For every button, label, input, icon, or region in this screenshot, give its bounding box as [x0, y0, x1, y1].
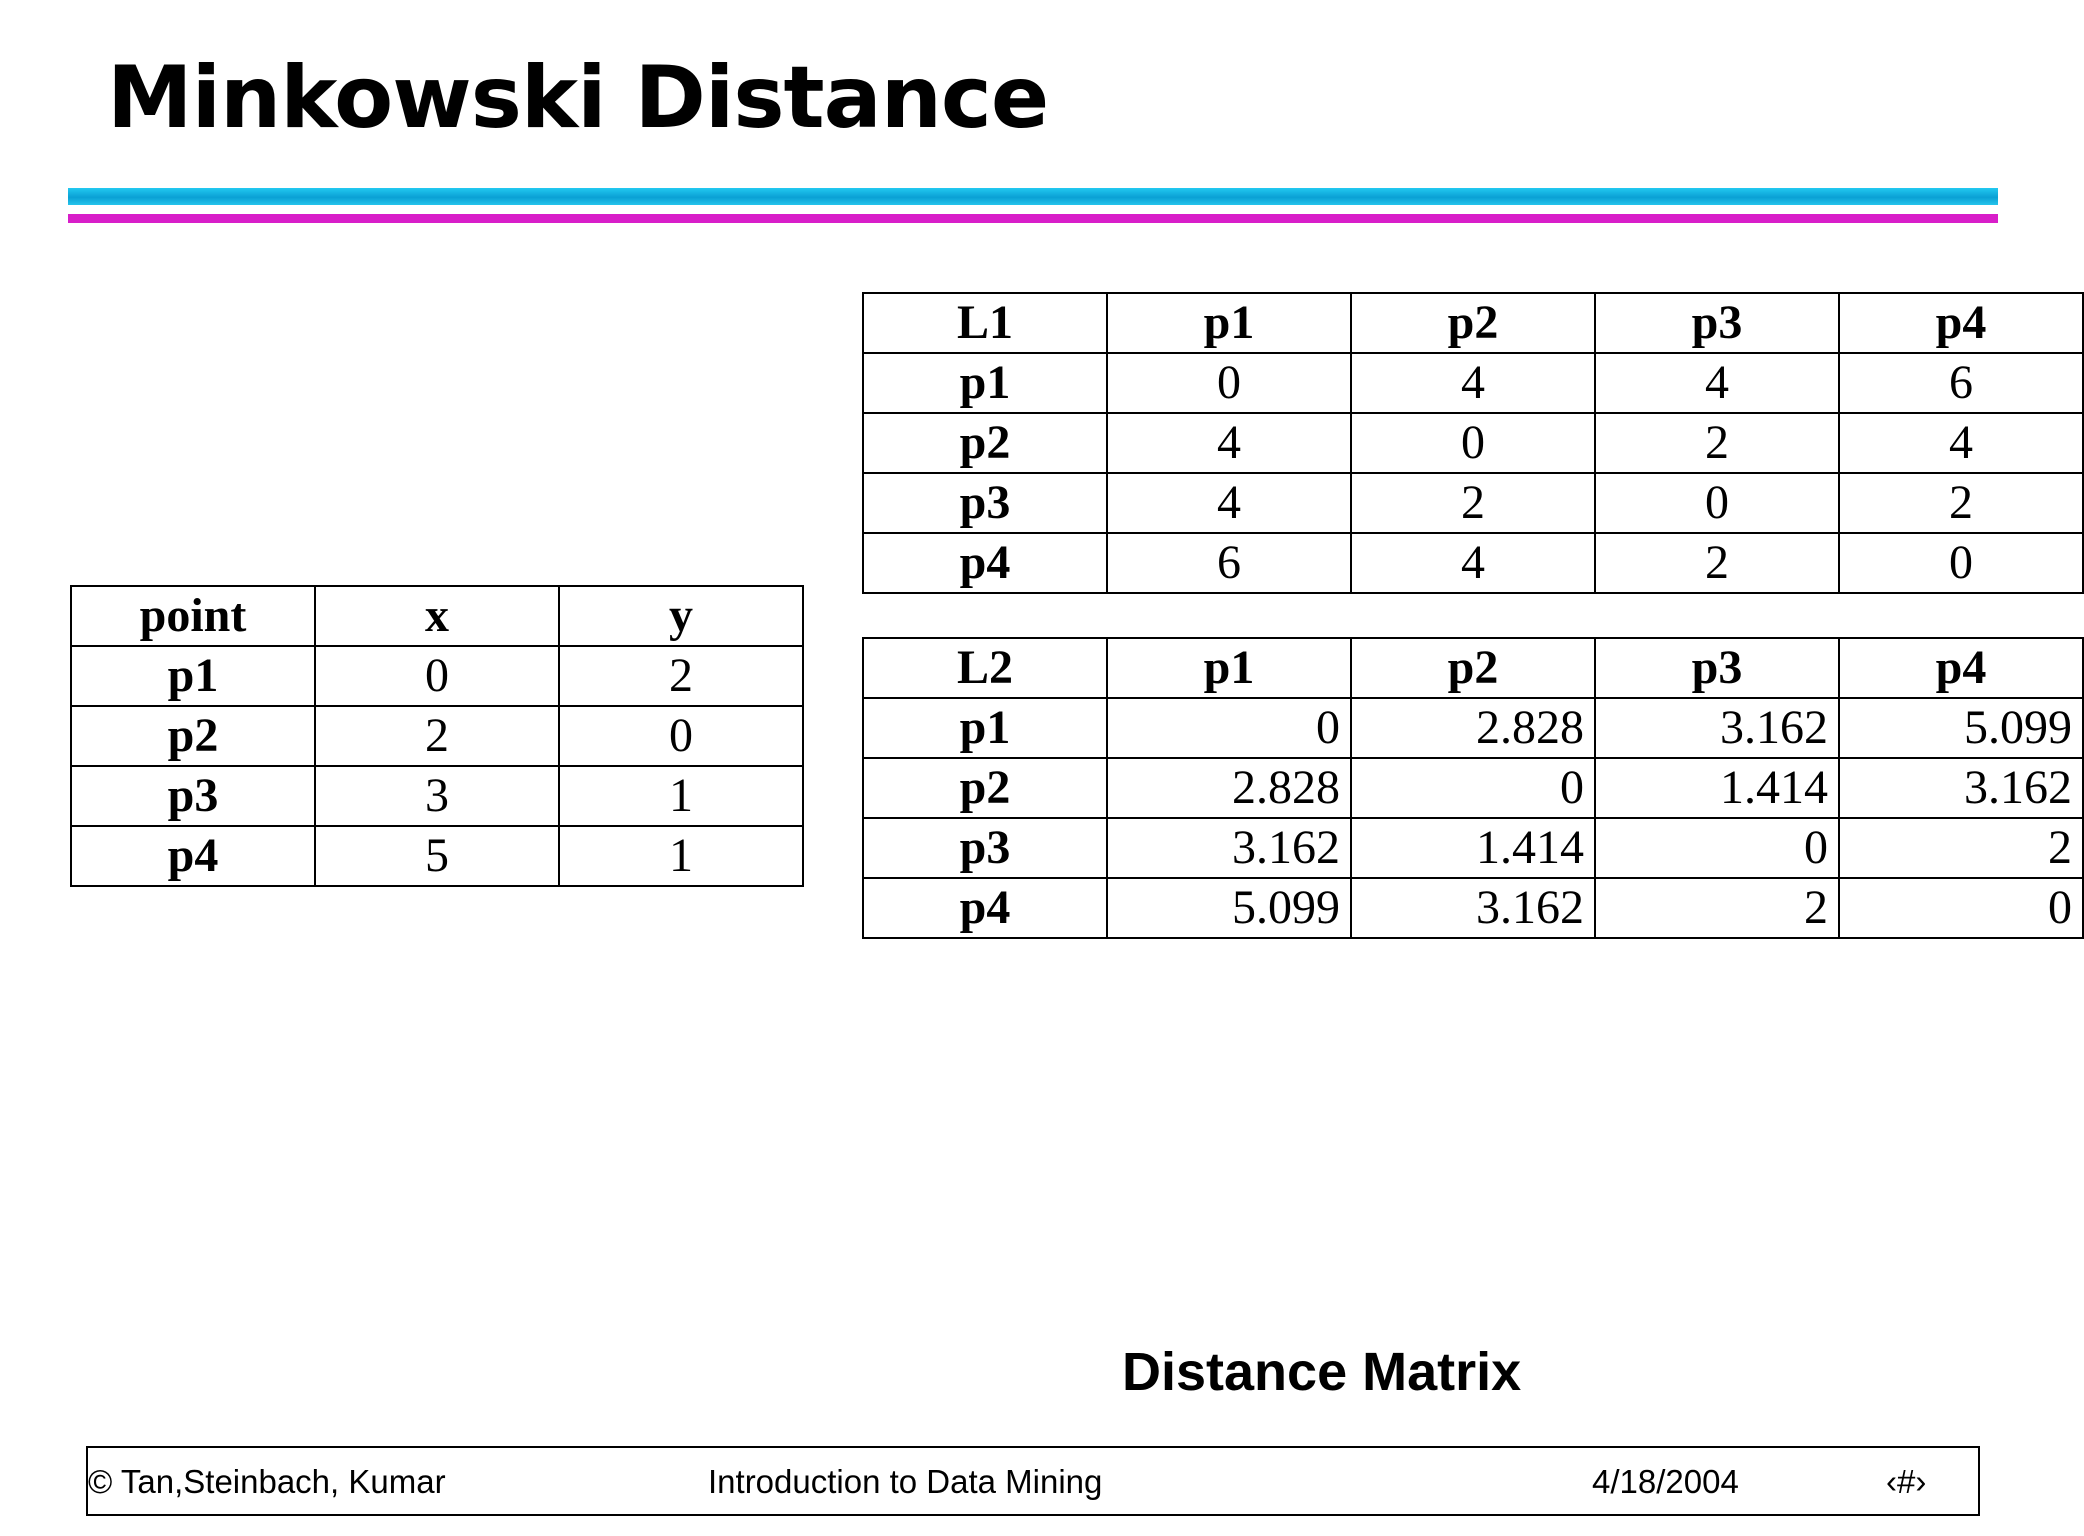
row-label: p1	[863, 698, 1107, 758]
table-cell: 0	[1107, 698, 1351, 758]
table-cell: 1.414	[1595, 758, 1839, 818]
l1-distance-matrix	[862, 292, 2084, 594]
table-cell: 2	[1595, 413, 1839, 473]
table-cell: 4	[1351, 533, 1595, 593]
table-cell: 1	[559, 826, 803, 886]
table-cell: 3.162	[1595, 698, 1839, 758]
table-cell: 2.828	[1351, 698, 1595, 758]
table-row	[71, 646, 803, 706]
table-cell: 4	[1351, 353, 1595, 413]
row-label: p3	[863, 818, 1107, 878]
table-cell: 0	[315, 646, 559, 706]
table-cell: 2	[1351, 473, 1595, 533]
table-cell: 3	[315, 766, 559, 826]
table-cell: 3.162	[1839, 758, 2083, 818]
table-cell: 0	[1351, 413, 1595, 473]
table-cell: 0	[1595, 818, 1839, 878]
table-cell: 0	[1107, 353, 1351, 413]
header-cell: L2	[863, 638, 1107, 698]
slide-title: Minkowski Distance	[107, 48, 1049, 148]
table-cell: 4	[1595, 353, 1839, 413]
title-rule-magenta	[68, 214, 1998, 223]
header-cell: p1	[1107, 293, 1351, 353]
points-table	[70, 585, 804, 887]
table-cell: 2	[1839, 818, 2083, 878]
row-label: p3	[71, 766, 315, 826]
table-cell: 1.414	[1351, 818, 1595, 878]
table-cell: 5	[315, 826, 559, 886]
header-cell: p3	[1595, 638, 1839, 698]
table-cell: 4	[1107, 473, 1351, 533]
header-cell: p1	[1107, 638, 1351, 698]
table-cell: 3.162	[1107, 818, 1351, 878]
table-row	[71, 706, 803, 766]
header-cell: p4	[1839, 638, 2083, 698]
table-row	[863, 698, 2083, 758]
header-cell: y	[559, 586, 803, 646]
table-cell: 0	[1351, 758, 1595, 818]
table-cell: 6	[1107, 533, 1351, 593]
table-header-row	[863, 638, 2083, 698]
row-label: p4	[71, 826, 315, 886]
header-cell: point	[71, 586, 315, 646]
table-cell: 6	[1839, 353, 2083, 413]
row-label: p1	[863, 353, 1107, 413]
table-cell: 3.162	[1351, 878, 1595, 938]
table-cell: 2	[1595, 878, 1839, 938]
table-header-row	[71, 586, 803, 646]
row-label: p4	[863, 533, 1107, 593]
header-cell: p4	[1839, 293, 2083, 353]
table-row	[863, 353, 2083, 413]
row-label: p3	[863, 473, 1107, 533]
table-cell: 0	[1595, 473, 1839, 533]
table-cell: 0	[559, 706, 803, 766]
header-cell: p2	[1351, 293, 1595, 353]
table-cell: 5.099	[1839, 698, 2083, 758]
row-label: p4	[863, 878, 1107, 938]
footer-course: Introduction to Data Mining	[708, 1463, 1103, 1500]
table-row	[863, 818, 2083, 878]
table-header-row	[863, 293, 2083, 353]
row-label: p2	[71, 706, 315, 766]
table-cell: 4	[1839, 413, 2083, 473]
distance-matrix-caption: Distance Matrix	[1122, 1342, 1522, 1402]
table-cell: 1	[559, 766, 803, 826]
table-row	[863, 473, 2083, 533]
row-label: p2	[863, 758, 1107, 818]
table-cell: 2	[315, 706, 559, 766]
l2-distance-matrix	[862, 637, 2084, 939]
title-rule-cyan	[68, 188, 1998, 205]
footer-page-number: ‹#›	[1886, 1463, 1927, 1500]
table-cell: 4	[1107, 413, 1351, 473]
header-cell: L1	[863, 293, 1107, 353]
table-cell: 2	[1839, 473, 2083, 533]
footer-date: 4/18/2004	[1592, 1463, 1739, 1500]
table-row	[71, 766, 803, 826]
table-cell: 2.828	[1107, 758, 1351, 818]
table-row	[71, 826, 803, 886]
header-cell: p3	[1595, 293, 1839, 353]
table-cell: 5.099	[1107, 878, 1351, 938]
table-cell: 0	[1839, 533, 2083, 593]
table-row	[863, 413, 2083, 473]
table-cell: 2	[559, 646, 803, 706]
row-label: p2	[863, 413, 1107, 473]
header-cell: p2	[1351, 638, 1595, 698]
table-row	[863, 533, 2083, 593]
table-cell: 2	[1595, 533, 1839, 593]
table-row	[863, 878, 2083, 938]
row-label: p1	[71, 646, 315, 706]
table-cell: 0	[1839, 878, 2083, 938]
header-cell: x	[315, 586, 559, 646]
slide-footer	[86, 1446, 1980, 1516]
table-row	[863, 758, 2083, 818]
footer-authors: © Tan,Steinbach, Kumar	[88, 1463, 446, 1500]
